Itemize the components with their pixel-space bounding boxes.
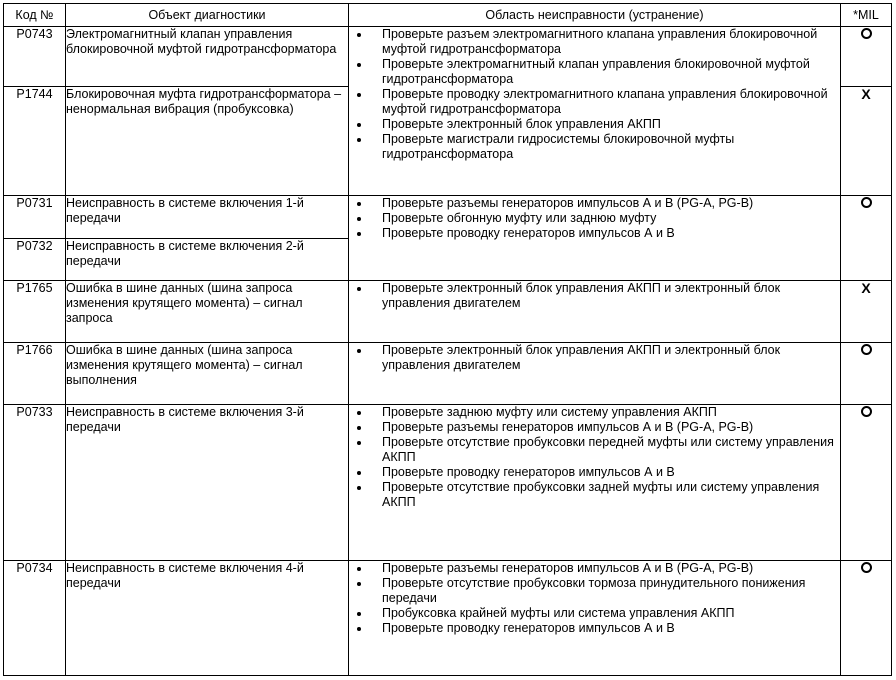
mil-indicator [841,27,892,87]
fault-area [349,280,841,342]
mil-indicator [841,404,892,560]
diagnostic-object: Неисправность в системе включения 4-й передачи [66,561,349,676]
mil-on-icon [861,28,872,39]
list-item: Проверьте отсутствие пробуксовки задней муфты или систему управления АКПП [349,480,840,510]
table-row [4,561,892,676]
list-item: Проверьте магистрали гидросистемы блокировочной муфты гидротрансформатора [349,132,840,162]
list-item: Проверьте электронный блок управления АКПП и электронный блок управления двигателем [349,343,840,373]
list-item: Проверьте электронный блок управления АКПП [349,117,840,132]
fault-area [349,561,841,676]
mil-off-icon: X [861,85,871,102]
list-item: Проверьте отсутствие пробуксовки тормоза принудительного понижения передачи [349,576,840,606]
table-row [4,195,892,239]
dtc-code: P0743 [4,27,66,87]
fault-area [349,342,841,404]
mil-indicator [841,342,892,404]
list-item: Пробуксовка крайней муфты или система управления АКПП [349,606,840,621]
list-item: Проверьте обгонную муфту или заднюю муфту [349,211,840,226]
dtc-code: P0732 [4,239,66,281]
list-item: Проверьте электромагнитный клапан управления блокировочной муфтой гидротрансформатора [349,57,840,87]
header-mil: *MIL [841,4,892,27]
mil-on-icon [861,406,872,417]
table-row [4,27,892,87]
mil-on-icon [861,197,872,208]
list-item: Проверьте проводку генераторов импульсов А и В [349,621,840,636]
list-item: Проверьте разъем электромагнитного клапана управления блокировочной муфтой гидротрансформатора [349,27,840,57]
list-item: Проверьте разъемы генераторов импульсов А и В (PG-A, PG-B) [349,420,840,435]
list-item: Проверьте электронный блок управления АКПП и электронный блок управления двигателем [349,281,840,311]
list-item: Проверьте разъемы генераторов импульсов А и В (PG-A, PG-B) [349,561,840,576]
list-item: Проверьте проводку генераторов импульсов А и В [349,465,840,480]
table-row [4,280,892,342]
mil-indicator [841,561,892,676]
mil-indicator [841,280,892,342]
diagnostic-object: Ошибка в шине данных (шина запроса изменения крутящего момента) – сигнал запроса [66,280,349,342]
list-item: Проверьте проводку электромагнитного клапана управления блокировочной муфтой гидротрансформатора [349,87,840,117]
mil-off-icon: X [861,279,871,296]
diagnostic-object: Электромагнитный клапан управления блокировочной муфтой гидротрансформатора [66,27,349,87]
dtc-table [3,3,892,676]
mil-indicator [841,195,892,280]
diagnostic-object: Неисправность в системе включения 2-й передачи [66,239,349,281]
mil-on-icon [861,344,872,355]
mil-on-icon [861,562,872,573]
list-item: Проверьте разъемы генераторов импульсов А и В (PG-A, PG-B) [349,196,840,211]
list-item: Проверьте заднюю муфту или систему управления АКПП [349,405,840,420]
dtc-code: P1744 [4,86,66,195]
header-code: Код № [4,4,66,27]
dtc-code: P1765 [4,280,66,342]
dtc-code: P0733 [4,404,66,560]
diagnostic-object: Неисправность в системе включения 1-й передачи [66,195,349,239]
diagnostic-object: Ошибка в шине данных (шина запроса изменения крутящего момента) – сигнал выполнения [66,342,349,404]
header-area: Область неисправности (устранение) [349,4,841,27]
dtc-code: P0731 [4,195,66,239]
fault-area [349,195,841,280]
fault-area [349,27,841,196]
list-item: Проверьте проводку генераторов импульсов А и В [349,226,840,241]
dtc-code: P1766 [4,342,66,404]
table-row [4,342,892,404]
table-row [4,404,892,560]
fault-area [349,404,841,560]
dtc-code: P0734 [4,561,66,676]
diagnostic-object: Неисправность в системе включения 3-й передачи [66,404,349,560]
diagnostic-object: Блокировочная муфта гидротрансформатора – ненормальная вибрация (пробуксовка) [66,86,349,195]
header-object: Объект диагностики [66,4,349,27]
mil-indicator [841,86,892,195]
list-item: Проверьте отсутствие пробуксовки передней муфты или систему управления АКПП [349,435,840,465]
header-row [4,4,892,27]
